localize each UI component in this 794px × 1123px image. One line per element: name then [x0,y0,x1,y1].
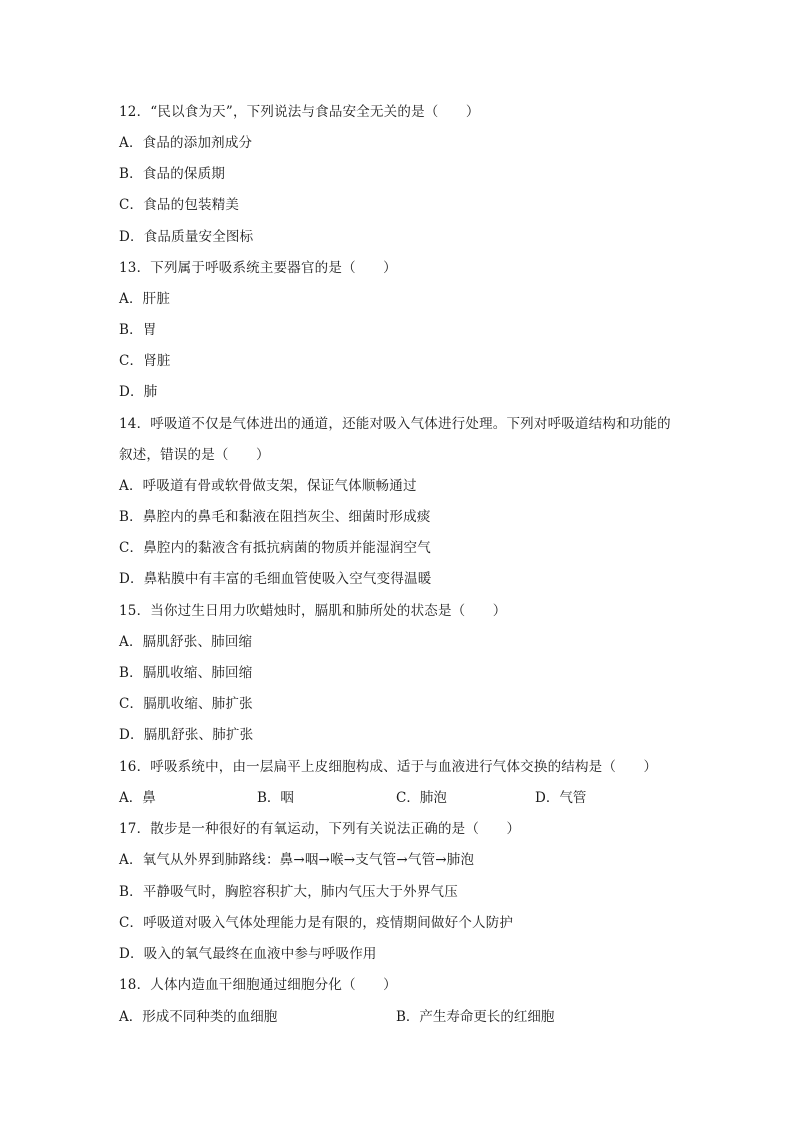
question-15-option-d: D．膈肌舒张、肺扩张 [119,727,254,743]
question-14-option-b: B．鼻腔内的鼻毛和黏液在阻挡灰尘、细菌时形成痰 [119,509,431,525]
question-14-option-c: C．鼻腔内的黏液含有抵抗病菌的物质并能湿润空气 [119,540,431,556]
question-13-option-b: B．胃 [119,322,157,338]
question-16-option-a: A．鼻 [119,790,156,806]
question-18-stem: 18．人体内造血干细胞通过细胞分化（ ） [119,977,397,993]
question-14-option-d: D．鼻粘膜中有丰富的毛细血管使吸入空气变得温暖 [119,571,432,587]
question-12-option-d: D．食品质量安全图标 [119,229,254,245]
question-17-option-a: A．氧气从外界到肺路线：鼻→咽→喉→支气管→气管→肺泡 [119,852,475,868]
question-18-option-b: B．产生寿命更长的红细胞 [396,1009,555,1025]
question-17-stem: 17．散步是一种很好的有氧运动，下列有关说法正确的是（ ） [119,821,521,837]
question-15-option-b: B．膈肌收缩、肺回缩 [119,665,253,681]
question-18-option-a: A．形成不同种类的血细胞 [119,1009,278,1025]
question-16-option-d: D．气管 [535,790,587,806]
question-14-option-a: A．呼吸道有骨或软骨做支架，保证气体顺畅通过 [119,478,417,494]
question-14-stem-line-1: 14．呼吸道不仅是气体进出的通道，还能对吸入气体进行处理。下列对呼吸道结构和功能的 [119,416,671,432]
question-16-option-b: B．咽 [257,790,294,806]
question-17-option-c: C．呼吸道对吸入气体处理能力是有限的，疫情期间做好个人防护 [119,915,514,931]
question-15-option-c: C．膈肌收缩、肺扩张 [119,696,253,712]
question-12-option-a: A．食品的添加剂成分 [119,135,253,151]
question-15-option-a: A．膈肌舒张、肺回缩 [119,634,253,650]
question-13-option-a: A．肝脏 [119,291,171,307]
question-13-option-c: C．肾脏 [119,353,171,369]
question-12-option-b: B．食品的保质期 [119,166,226,182]
question-16-option-c: C．肺泡 [396,790,447,806]
question-16-stem: 16．呼吸系统中，由一层扁平上皮细胞构成、适于与血液进行气体交换的结构是（ ） [119,759,658,775]
question-17-option-b: B．平静吸气时，胸腔容积扩大，肺内气压大于外界气压 [119,884,458,900]
question-17-option-d: D．吸入的氧气最终在血液中参与呼吸作用 [119,946,377,962]
question-13-stem: 13．下列属于呼吸系统主要器官的是（ ） [119,260,397,276]
question-14-stem-line-2: 叙述，错误的是（ ） [119,447,270,463]
question-12-stem: 12．“民以食为天”，下列说法与食品安全无关的是（ ） [119,104,480,120]
question-13-option-d: D．肺 [119,384,158,400]
question-15-stem: 15．当你过生日用力吹蜡烛时，膈肌和肺所处的状态是（ ） [119,603,507,619]
question-12-option-c: C．食品的包装精美 [119,197,240,213]
